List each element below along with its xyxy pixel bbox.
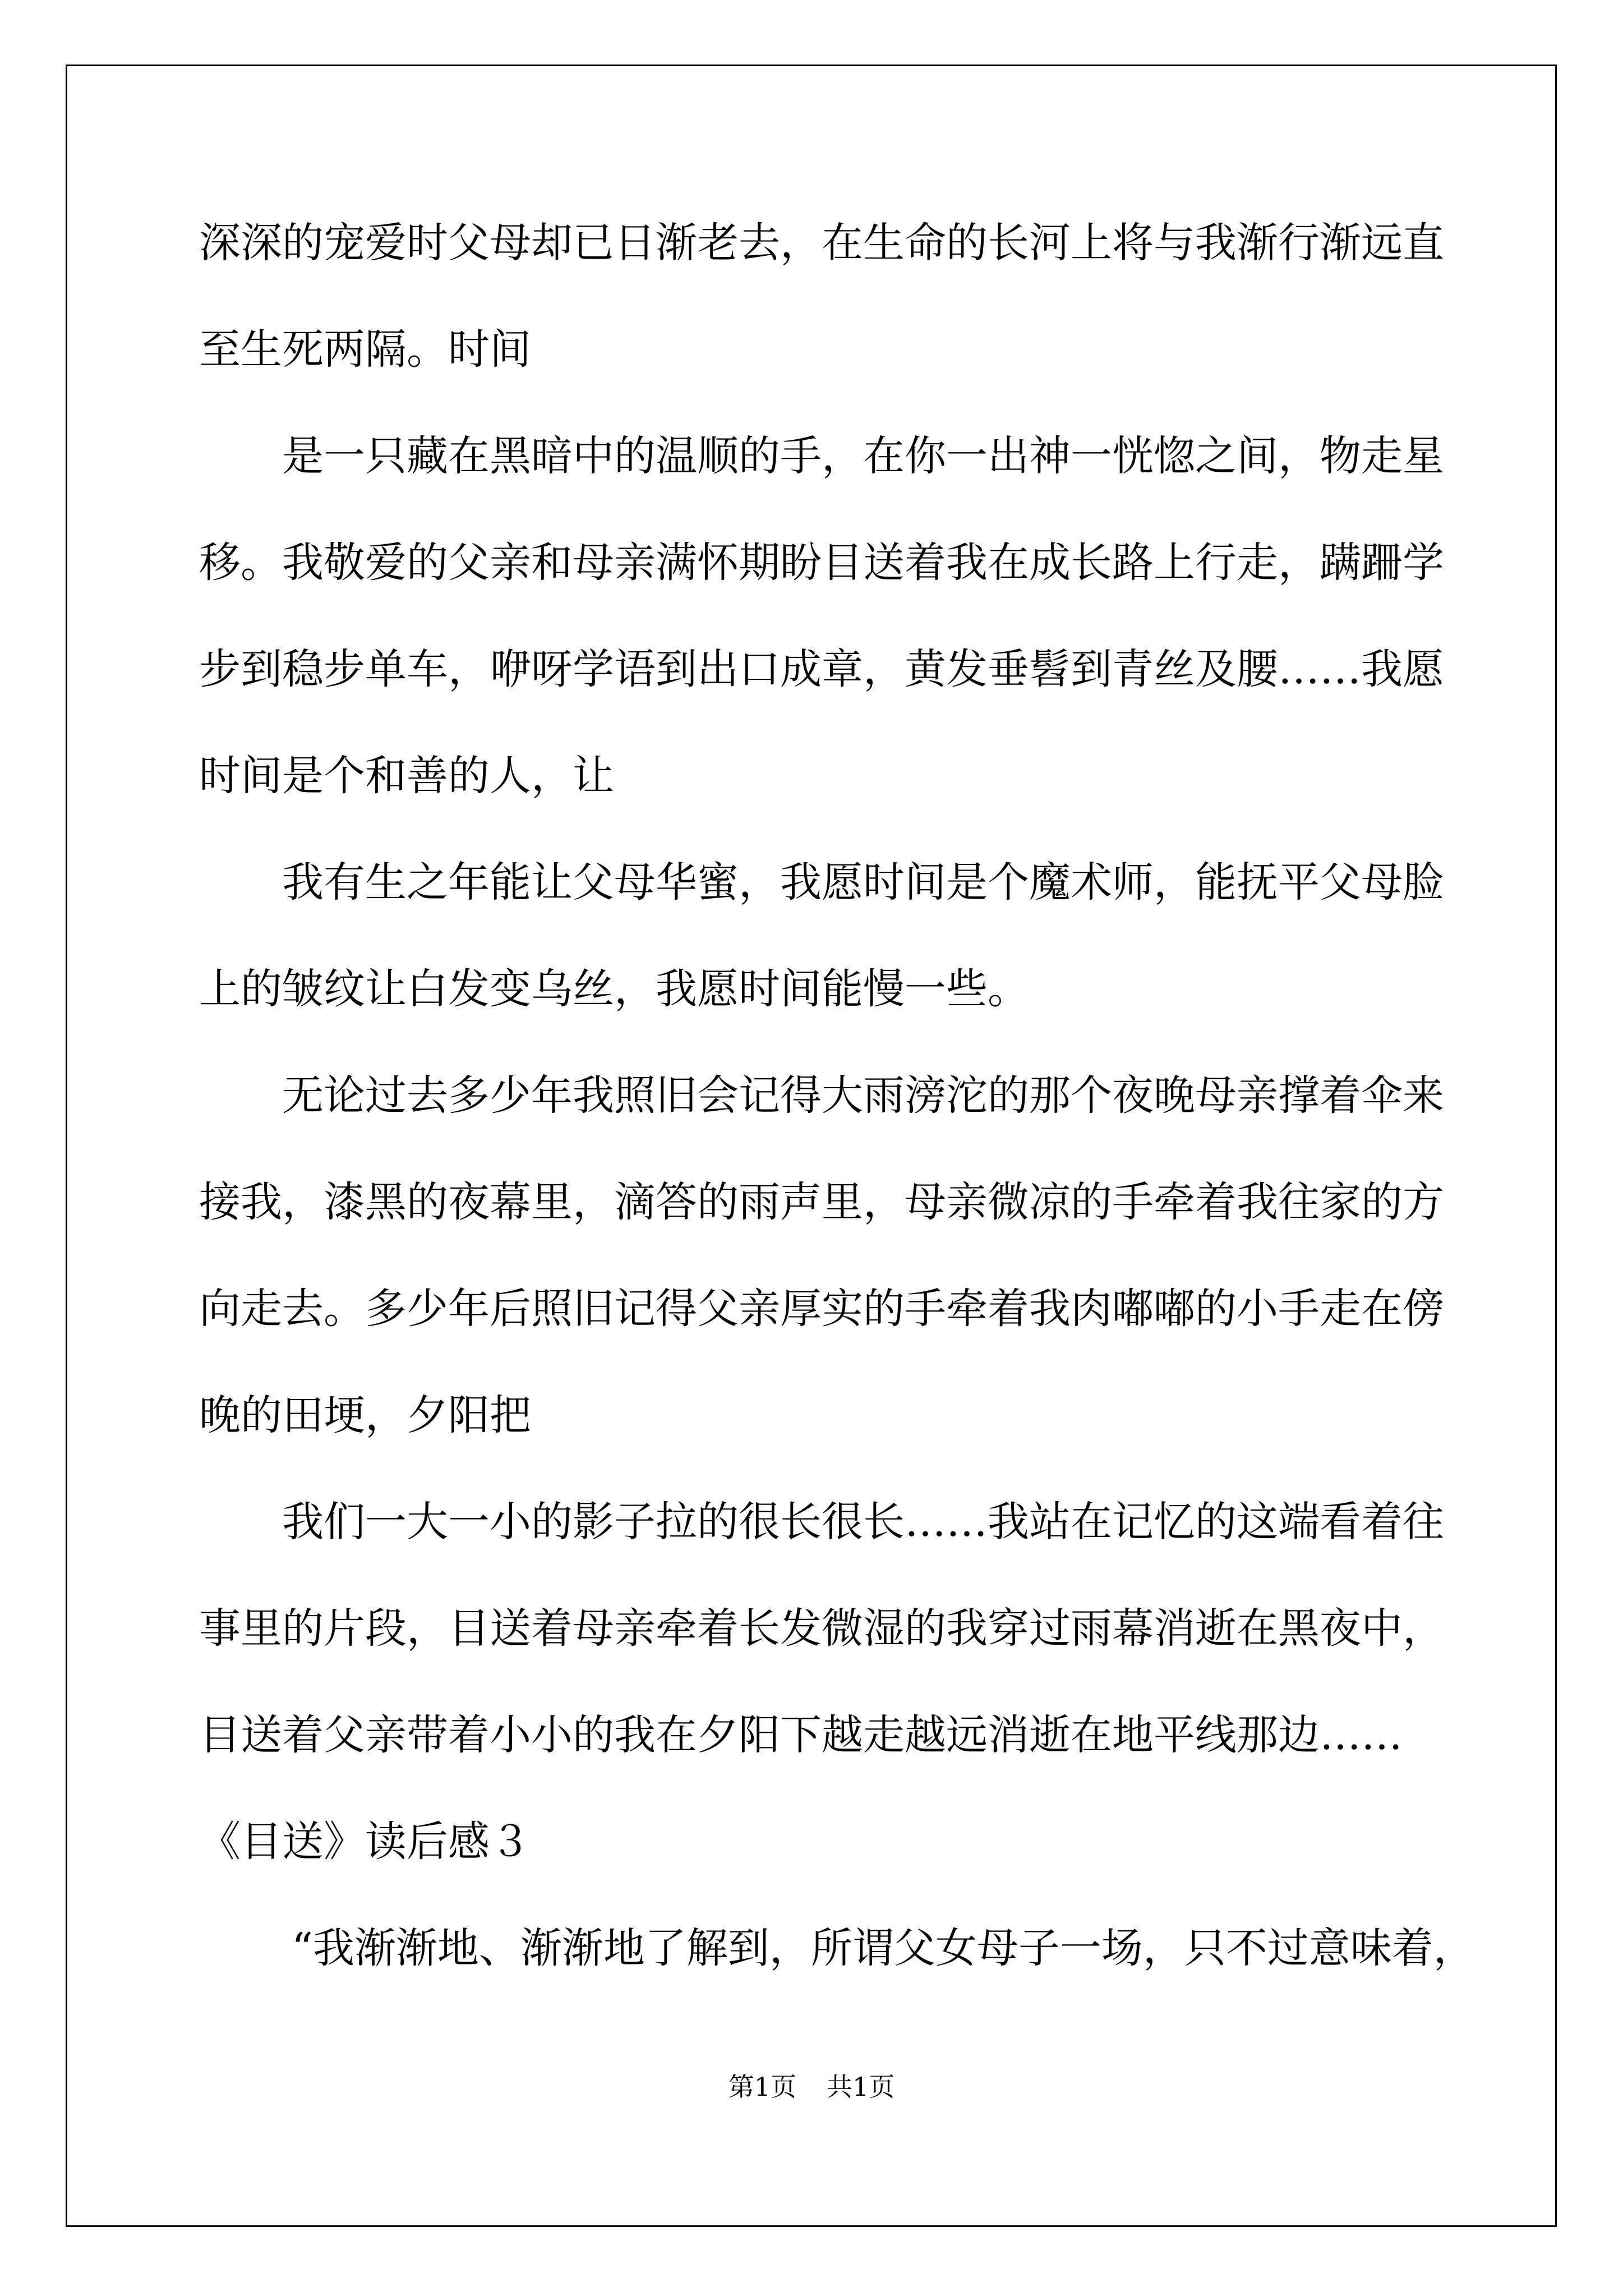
page-number-total: 共1页	[827, 2072, 895, 2102]
text-line: 事里的片段，目送着母亲牵着长发微湿的我穿过雨幕消逝在黑夜中，	[199, 1604, 1444, 1653]
section-heading: 《目送》读后感３	[199, 1818, 531, 1866]
text-line: 无论过去多少年我照旧会记得大雨滂沱的那个夜晚母亲撑着伞来	[282, 1071, 1444, 1120]
page-footer	[0, 2070, 1623, 2104]
text-line: “我渐渐地、渐渐地了解到，所谓父女母子一场，只不过意味着，	[292, 1924, 1475, 1972]
text-line: 目送着父亲带着小小的我在夕阳下越走越远消逝在地平线那边……	[199, 1711, 1403, 1759]
text-line: 深深的宠爱时父母却已日渐老去，在生命的长河上将与我渐行渐远直	[199, 219, 1444, 267]
text-line: 是一只藏在黑暗中的温顺的手，在你一出神一恍惚之间，物走星	[282, 432, 1444, 480]
text-line: 向走去。多少年后照旧记得父亲厚实的手牵着我肉嘟嘟的小手走在傍	[199, 1285, 1444, 1333]
text-line: 时间是个和善的人，让	[199, 752, 614, 800]
text-line: 我有生之年能让父母华蜜，我愿时间是个魔术师，能抚平父母脸	[282, 858, 1444, 907]
page-number-current: 第1页	[728, 2072, 796, 2102]
text-line: 我们一大一小的影子拉的很长很长……我站在记忆的这端看着往	[282, 1498, 1444, 1546]
text-line: 上的皱纹让白发变乌丝，我愿时间能慢一些。	[199, 965, 1029, 1013]
text-line: 移。我敬爱的父亲和母亲满怀期盼目送着我在成长路上行走，蹒跚学	[199, 539, 1444, 587]
page-border	[66, 65, 1557, 2227]
text-line: 步到稳步单车，咿呀学语到出口成章，黄发垂髫到青丝及腰……我愿	[199, 645, 1444, 693]
text-line: 接我，漆黑的夜幕里，滴答的雨声里，母亲微凉的手牵着我往家的方	[199, 1178, 1444, 1226]
text-line: 至生死两隔。时间	[199, 325, 531, 374]
text-line: 晚的田埂，夕阳把	[199, 1391, 531, 1439]
